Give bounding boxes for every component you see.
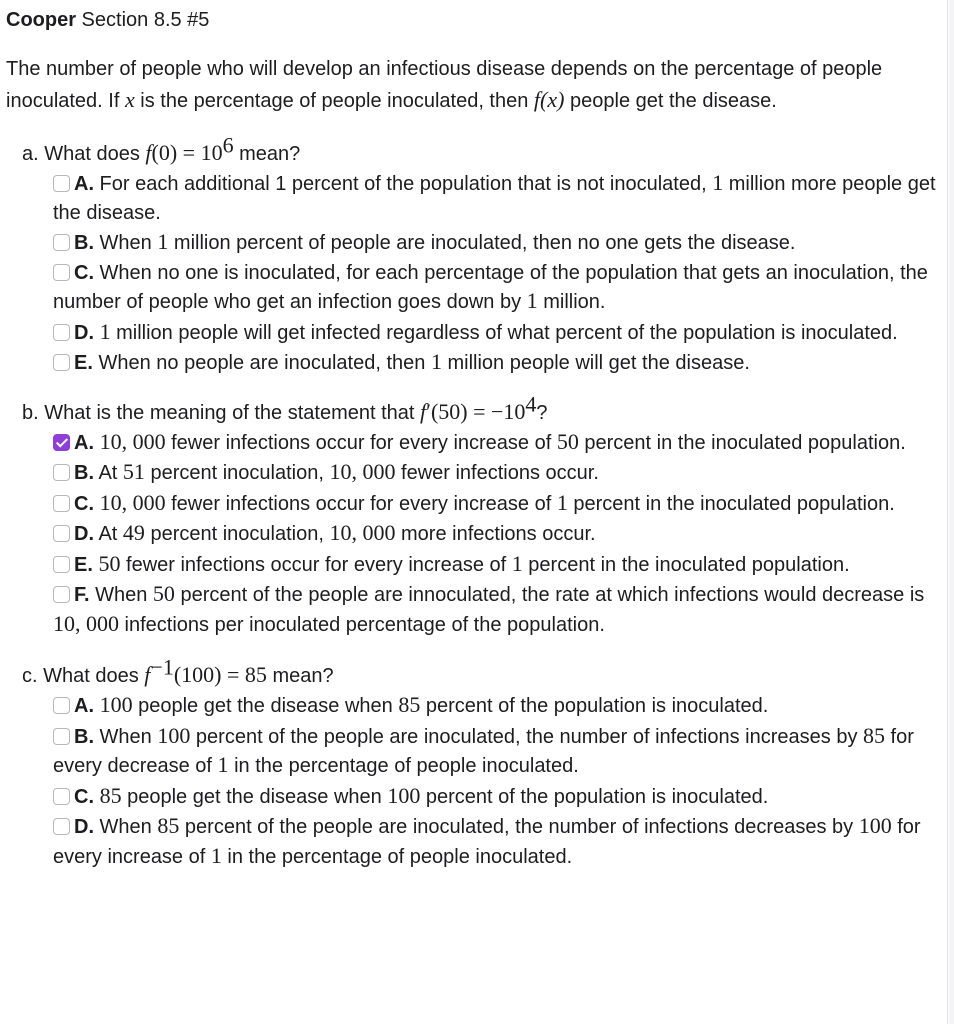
choice-letter: E. [74,553,93,576]
checkbox-a-B[interactable] [53,234,70,251]
question-c-prompt [22,654,939,691]
question-a-choices [53,169,939,378]
checkbox-c-C[interactable] [53,788,70,805]
choice-c-C[interactable] [53,782,939,812]
choice-math: 10, 000 [99,428,166,454]
choice-text: fewer infections occur for every increase of [165,492,557,515]
choice-math: 1 [99,318,111,344]
choice-text: million people will get the disease. [441,352,750,374]
choice-text: When [94,232,158,254]
choice-text: When no one is inoculated, for each percentage of the population that gets an inoculation, the number of people who get an infection goes down by [53,261,928,313]
question-a-label: a. [22,143,39,165]
choice-math: 1 [526,288,538,313]
question-a-prefix: What does [38,143,146,165]
choice-math: 10, 000 [329,520,396,545]
window-edge [949,0,954,1024]
title-rest: Section 8.5 #5 [76,9,210,31]
choice-math: 100 [387,782,421,808]
choice-a-B[interactable] [53,228,939,258]
question-a-expr: (0) = 10 [151,140,223,165]
choice-math: 10, 000 [53,610,119,636]
choice-text: infections per inoculated percentage of the population. [119,613,605,636]
checkbox-c-B[interactable] [53,728,70,745]
choice-letter: C. [74,261,94,284]
choice-math: 1 [210,842,222,868]
title-bold: Cooper [6,9,76,31]
choice-text: percent of the population is inoculated. [420,785,769,808]
choice-b-A[interactable] [53,428,939,458]
question-c-inverse-exponent: −1 [150,654,174,680]
choice-math: 10, 000 [99,489,166,515]
choice-math: 1 [157,229,169,254]
spacer [6,640,939,660]
choice-letter: A. [74,173,94,195]
choice-letter: A. [74,695,94,717]
checkbox-b-F[interactable] [53,586,70,603]
intro-text-2: is the percentage of people inoculated, then [134,89,534,112]
choice-letter: F. [74,584,90,606]
choice-text: percent in the inoculated population. [522,553,850,576]
choice-math: 1 [217,752,229,777]
choice-b-D[interactable] [53,519,939,549]
choice-math: 10, 000 [329,459,396,484]
choice-text: percent of the people are inoculated, the number of infections increases by [190,725,863,748]
choice-letter: E. [74,352,93,374]
choice-text: percent in the inoculated population. [567,492,895,515]
choice-text: million. [537,291,606,313]
question-c-expr: (100) = 85 [173,662,267,687]
choice-math: 51 [122,459,145,484]
spacer [6,379,939,397]
choice-math: 1 [556,489,568,515]
choice-math: 50 [98,550,121,576]
question-b-expr: ′(50) = −10 [426,398,526,424]
question-a [22,132,939,378]
choice-b-B[interactable] [53,458,939,488]
choice-text: fewer infections occur. [395,462,599,484]
problem-title [6,6,939,34]
choice-a-E[interactable] [53,348,939,378]
choice-text: in the percentage of people inoculated. [221,845,573,868]
choice-math: 100 [858,813,892,838]
choice-c-D[interactable] [53,812,939,871]
question-b-choices [53,428,939,640]
checkbox-a-E[interactable] [53,354,70,371]
choice-letter: D. [74,816,94,838]
choice-a-A[interactable] [53,169,939,227]
choice-text: million percent of people are inoculated, then no one gets the disease. [168,232,796,254]
choice-math: 1 [712,170,724,195]
choice-math: 85 [398,692,421,717]
question-a-prompt [22,132,939,169]
intro-var-x: x [124,86,135,112]
question-b-prompt [22,390,939,428]
choice-text: At [94,462,123,484]
choice-text: for every decrease of [53,725,914,777]
checkbox-b-A[interactable] [53,434,70,451]
choice-text: percent of the people are innoculated, the rate at which infections would decrease is [174,584,925,606]
checkbox-c-A[interactable] [53,697,70,714]
choice-math: 50 [556,428,579,454]
choice-c-A[interactable] [53,691,939,721]
choice-letter: B. [74,725,94,748]
choice-letter: D. [74,523,94,545]
choice-math: 1 [430,349,442,374]
choice-text: When no people are inoculated, then [92,352,431,374]
question-b-expr-f: f [420,398,427,424]
choice-math: 1 [511,550,523,576]
checkbox-a-A[interactable] [53,175,70,192]
choice-text: When [94,816,158,838]
checkbox-a-D[interactable] [53,324,70,341]
checkbox-a-C[interactable] [53,264,70,281]
intro-fx: f(x) [533,86,565,112]
choice-math: 50 [152,581,175,606]
choice-text: percent of the people are inoculated, the number of infections decreases by [179,816,859,838]
choice-math: 100 [99,692,133,717]
choice-c-B[interactable] [53,722,939,781]
choice-letter: B. [74,462,94,484]
choice-text: fewer infections occur for every increase of [120,553,512,576]
choice-text: in the percentage of people inoculated. [228,755,579,777]
choice-text: At [94,523,123,545]
choice-b-F[interactable] [53,580,939,639]
choice-letter: C. [74,492,94,515]
choice-math: 100 [157,722,191,748]
choice-letter: A. [74,431,94,454]
question-c-prefix: What does [37,665,145,687]
choice-text: for every increase of [53,816,921,868]
question-b-label: b. [22,401,39,424]
choice-text: percent in the inoculated population. [578,431,906,454]
choice-math: 85 [99,782,122,808]
choice-text: When [89,584,153,606]
choice-b-C[interactable] [53,489,939,519]
intro-text-1: The number of people who will develop an infectious disease depends on the percentage of people inoculated. If [6,58,883,112]
checkbox-b-D[interactable] [53,525,70,542]
choice-math: 85 [863,722,885,748]
question-c-expr-f: f [144,662,151,687]
choice-text: percent inoculation, [144,462,330,484]
question-a-suffix: mean? [233,143,301,165]
choice-text: When [94,725,158,748]
question-b-exponent: 4 [525,390,537,416]
question-a-exponent: 6 [222,132,234,158]
choice-text: percent of the population is inoculated. [420,695,769,717]
choice-math: 49 [122,520,145,545]
question-c-suffix: mean? [266,665,334,687]
choice-text: people get the disease when [121,785,388,808]
question-c [22,654,939,871]
choice-text: percent inoculation, [144,523,330,545]
checkbox-c-D[interactable] [53,818,70,835]
choice-letter: D. [74,321,94,344]
choice-text: people get the disease when [132,695,399,717]
question-b [22,390,939,640]
choice-text: fewer infections occur for every increase of [165,431,557,454]
choice-text: more infections occur. [395,523,596,545]
problem-intro [6,54,939,116]
question-c-choices [53,691,939,871]
choice-text: For each additional 1 percent of the population that is not inoculated, [94,173,713,195]
checkbox-b-C[interactable] [53,495,70,512]
choice-b-E[interactable] [53,550,939,580]
choice-a-C[interactable] [53,259,939,317]
choice-letter: B. [74,232,94,254]
choice-text: million people will get infected regardless of what percent of the population is inoculated. [110,321,898,344]
choice-letter: C. [74,785,94,808]
intro-text-3: people get the disease. [564,89,777,112]
question-b-prefix: What is the meaning of the statement that [38,401,421,424]
question-c-label: c. [22,665,38,687]
choice-a-D[interactable] [53,318,939,348]
checkbox-b-E[interactable] [53,556,70,573]
question-b-suffix: ? [536,401,548,424]
choice-text: million more people get the disease. [53,173,936,224]
checkbox-b-B[interactable] [53,464,70,481]
choice-math: 85 [157,813,180,838]
question-a-expr-f: f [145,140,152,165]
